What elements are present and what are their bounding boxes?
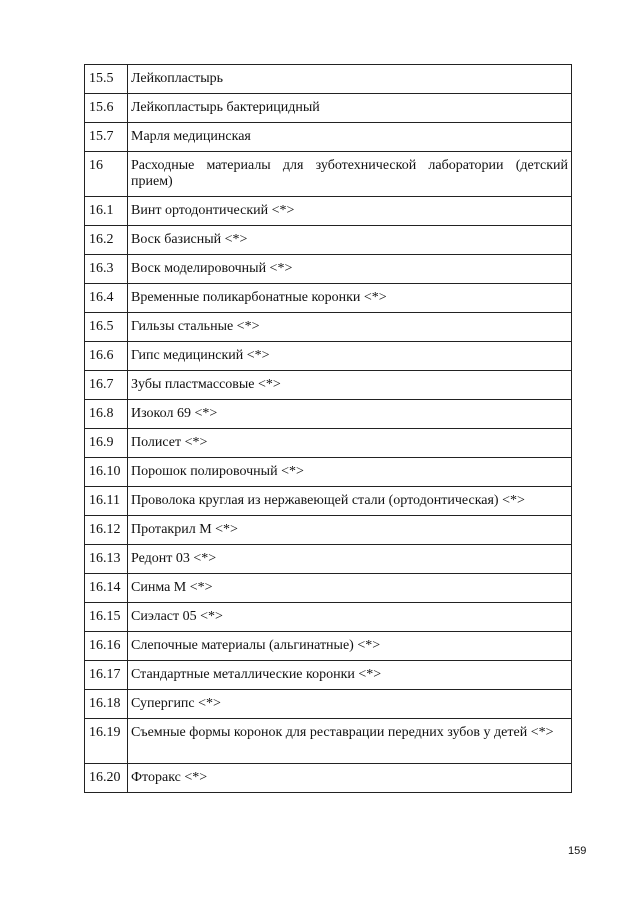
row-name: Изокол 69 <*> <box>128 400 572 429</box>
table-row <box>85 603 572 632</box>
row-name: Порошок полировочный <*> <box>128 458 572 487</box>
row-name: Марля медицинская <box>128 123 572 152</box>
row-number: 16 <box>85 152 128 197</box>
table-row <box>85 632 572 661</box>
row-number: 16.13 <box>85 545 128 574</box>
table-row <box>85 690 572 719</box>
table-row <box>85 371 572 400</box>
table-row <box>85 516 572 545</box>
row-number: 16.3 <box>85 255 128 284</box>
table-row <box>85 226 572 255</box>
table-row <box>85 255 572 284</box>
row-number: 16.5 <box>85 313 128 342</box>
table-row <box>85 764 572 793</box>
table-row <box>85 661 572 690</box>
row-name: Протакрил М <*> <box>128 516 572 545</box>
row-number: 16.2 <box>85 226 128 255</box>
row-name: Супергипс <*> <box>128 690 572 719</box>
row-name: Гильзы стальные <*> <box>128 313 572 342</box>
row-name: Воск базисный <*> <box>128 226 572 255</box>
row-number: 16.4 <box>85 284 128 313</box>
row-name: Расходные материалы для зуботехнической лаборатории (детский прием) <box>128 152 572 197</box>
table-row <box>85 197 572 226</box>
row-number: 16.14 <box>85 574 128 603</box>
table-row <box>85 719 572 764</box>
row-name: Слепочные материалы (альгинатные) <*> <box>128 632 572 661</box>
row-number: 15.7 <box>85 123 128 152</box>
row-name: Лейкопластырь бактерицидный <box>128 94 572 123</box>
table-row <box>85 545 572 574</box>
row-number: 16.18 <box>85 690 128 719</box>
materials-table <box>84 64 572 793</box>
row-number: 16.1 <box>85 197 128 226</box>
table-row <box>85 123 572 152</box>
row-name: Сиэласт 05 <*> <box>128 603 572 632</box>
table-row <box>85 65 572 94</box>
row-number: 15.6 <box>85 94 128 123</box>
table-row <box>85 284 572 313</box>
row-number: 16.10 <box>85 458 128 487</box>
row-number: 16.8 <box>85 400 128 429</box>
row-number: 16.20 <box>85 764 128 793</box>
table-row <box>85 400 572 429</box>
table-row-section-header <box>85 152 572 197</box>
table-row <box>85 429 572 458</box>
row-name: Съемные формы коронок для реставрации передних зубов у детей <*> <box>128 719 572 764</box>
row-number: 16.11 <box>85 487 128 516</box>
row-name: Воск моделировочный <*> <box>128 255 572 284</box>
row-name: Редонт 03 <*> <box>128 545 572 574</box>
row-name: Проволока круглая из нержавеющей стали (ортодонтическая) <*> <box>128 487 572 516</box>
table-row <box>85 487 572 516</box>
row-number: 16.6 <box>85 342 128 371</box>
row-number: 16.16 <box>85 632 128 661</box>
row-name: Лейкопластырь <box>128 65 572 94</box>
row-name: Фторакс <*> <box>128 764 572 793</box>
row-name: Винт ортодонтический <*> <box>128 197 572 226</box>
row-name: Временные поликарбонатные коронки <*> <box>128 284 572 313</box>
row-number: 16.12 <box>85 516 128 545</box>
page-number: 159 <box>568 845 587 857</box>
row-number: 16.15 <box>85 603 128 632</box>
table-row <box>85 458 572 487</box>
row-name: Стандартные металлические коронки <*> <box>128 661 572 690</box>
row-number: 16.9 <box>85 429 128 458</box>
table-row <box>85 313 572 342</box>
table-row <box>85 342 572 371</box>
row-number: 16.19 <box>85 719 128 764</box>
table-row <box>85 574 572 603</box>
row-number: 16.7 <box>85 371 128 400</box>
table-row <box>85 94 572 123</box>
row-name: Полисет <*> <box>128 429 572 458</box>
row-name: Гипс медицинский <*> <box>128 342 572 371</box>
row-number: 15.5 <box>85 65 128 94</box>
row-number: 16.17 <box>85 661 128 690</box>
row-name: Синма М <*> <box>128 574 572 603</box>
row-name: Зубы пластмассовые <*> <box>128 371 572 400</box>
